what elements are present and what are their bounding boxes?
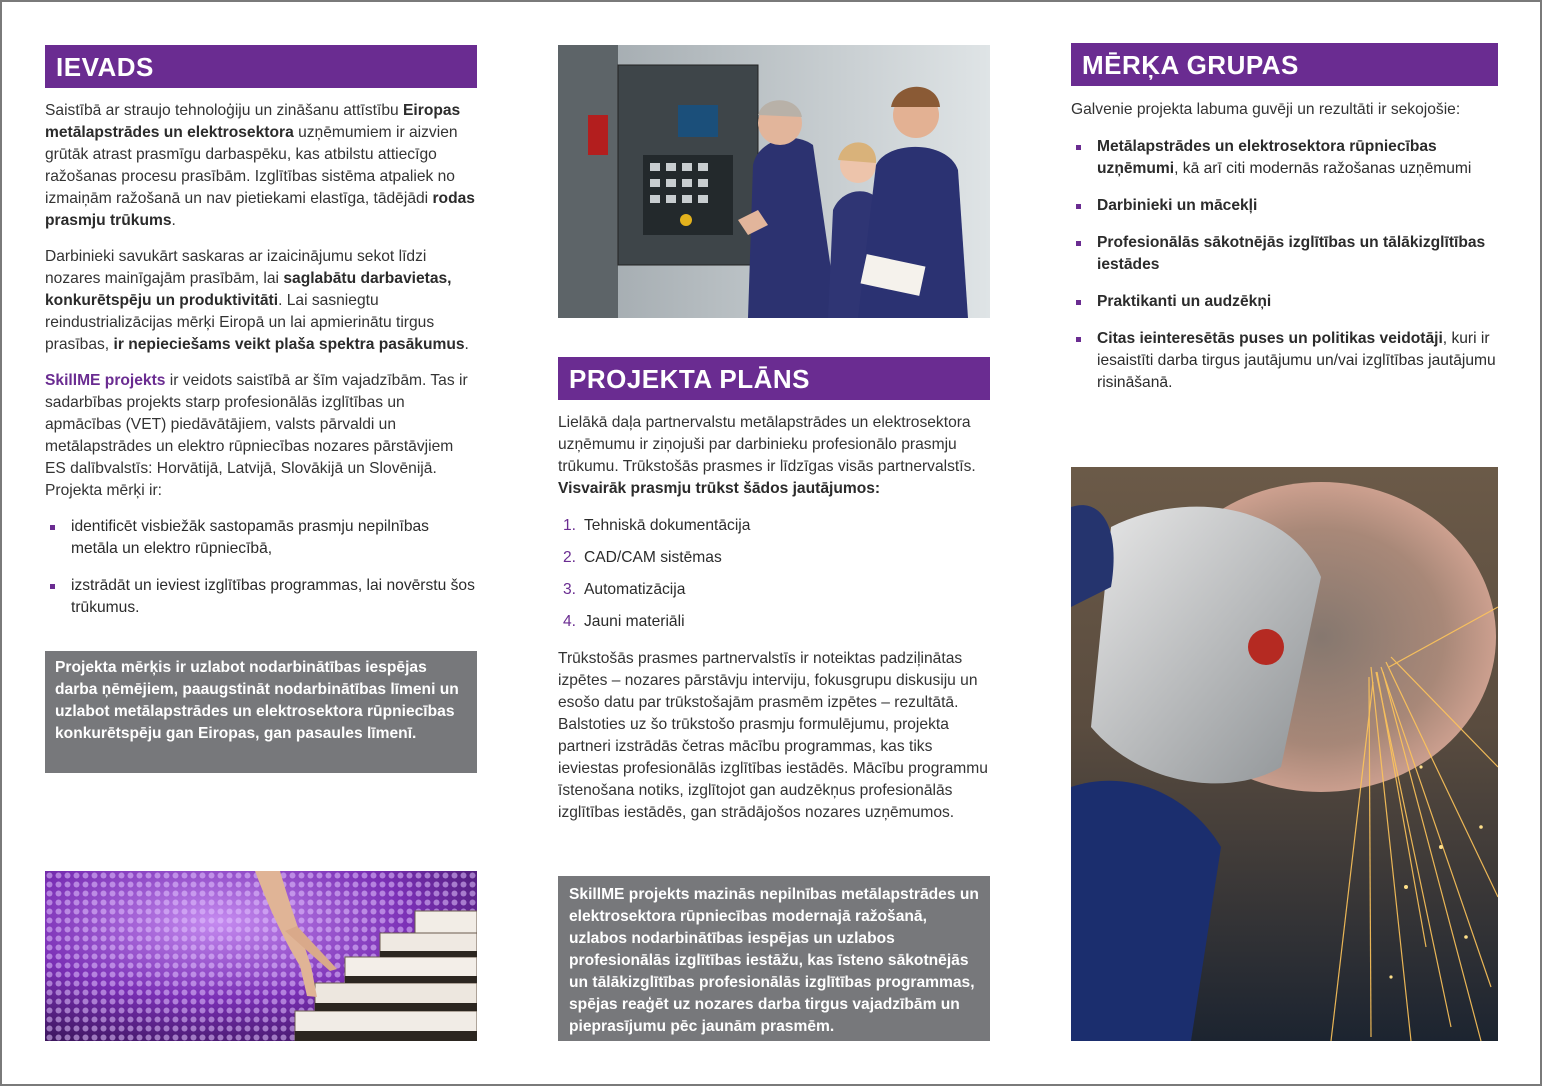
heading-ievads: IEVADS (45, 45, 477, 88)
list-number: 4. (563, 613, 577, 630)
list-item-text: CAD/CAM sistēmas (584, 549, 722, 566)
skills-gap-list (558, 515, 990, 643)
list-item (1071, 291, 1498, 313)
text: . (171, 212, 176, 229)
list-number: 3. (563, 581, 577, 598)
target-groups-list (1071, 136, 1498, 394)
list-item-text: Tehniskā dokumentācija (584, 517, 751, 534)
heading-merka-grupas: MĒRĶA GRUPAS (1071, 43, 1498, 86)
target-intro: Galvenie projekta labuma guvēji un rezultāti ir sekojošie: (1071, 101, 1461, 118)
text-bold: ir nepieciešams veikt plaša spektra pasākumus (113, 336, 465, 353)
list-item-text: , kā arī citi modernās ražošanas uzņēmumi (1174, 160, 1472, 177)
list-item (1071, 232, 1498, 276)
list-item-text: Automatizācija (584, 581, 686, 598)
bullet-square-icon (1076, 300, 1081, 305)
bullet-square-icon (1076, 241, 1081, 246)
list-number: 1. (563, 517, 577, 534)
intro-paragraph-1 (45, 100, 477, 232)
photo-cnc-training (558, 45, 990, 318)
list-item-bold: Citas ieinteresētās puses un politikas veidotāji (1097, 330, 1443, 347)
list-item-bold: Darbinieki un mācekļi (1097, 197, 1258, 214)
list-item (558, 547, 990, 579)
list-item (558, 611, 990, 643)
list-item-text: Jauni materiāli (584, 613, 685, 630)
cnc-training-image (558, 45, 990, 318)
list-item-text: , kuri ir iesaistīti darba tirgus jautājumu un/vai izglītības jautājumu risināšanā. (1097, 330, 1496, 391)
text: . Lai sasniegtu reindustrializācijas mērķi Eiropā un lai apmierinātu tirgus prasības, (45, 292, 435, 353)
photo-angle-grinder (1071, 467, 1498, 1041)
plan-paragraph-1 (558, 412, 990, 500)
highlight-box-goal: Projekta mērķis ir uzlabot nodarbinātības iespējas darba ņēmējiem, paaugstināt nodarbinātības līmeni un uzlabot metālapstrādes un elektrosektora rūpniecības konkurētspēju gan Eiropas, gan pasaules līmenī. (45, 651, 477, 773)
text: . (464, 336, 469, 353)
list-item (1071, 328, 1498, 394)
bullet-square-icon (50, 584, 55, 589)
list-number: 2. (563, 549, 577, 566)
list-item-bold: Metālapstrādes un elektrosektora rūpniecības uzņēmumi (1097, 138, 1437, 177)
text: Lielākā daļa partnervalstu metālapstrādes un elektrosektora uzņēmumu ir ziņojuši par darbinieku profesionālo prasmju trūkumu. Trūkstošās prasmes ir līdzīgas visās partnervalstīs. (558, 414, 976, 475)
intro-paragraph-2 (45, 246, 477, 356)
list-item (558, 515, 990, 547)
list-item (45, 516, 477, 560)
list-item-bold: Praktikanti un audzēkņi (1097, 293, 1272, 310)
angle-grinder-image (1071, 467, 1498, 1041)
text-bold: Eiropas metālapstrādes un elektrosektora (45, 102, 461, 141)
goals-list (45, 516, 477, 619)
list-item-bold: Profesionālās sākotnējās izglītības un tālākizglītības iestādes (1097, 234, 1486, 273)
photo-stairs-books (45, 871, 477, 1041)
plan-paragraph-2: Trūkstošās prasmes partnervalstīs ir noteiktas padziļinātas izpētes – nozares pārstāvju interviju, fokusgrupu diskusiju un esošo datu par trūkstošajām prasmēm izpētes – rezultātā. Balstoties uz šo trūkstošo prasmju formulējumu, projekta partneri izstrādās četras mācību programmas, kas tiks ieviestas profesionālās izglītības iestādēs. Mācību programmu īstenošana notiks, izglītojot gan audzēkņus profesionālās izglītības iestādēs, gan strādājošos nozares uzņēmumos. (558, 650, 988, 821)
bullet-square-icon (1076, 204, 1081, 209)
bullet-square-icon (1076, 145, 1081, 150)
list-item (1071, 195, 1498, 217)
heading-projekta-plans: PROJEKTA PLĀNS (558, 357, 990, 400)
list-item (1071, 136, 1498, 180)
highlight-box-skillme: SkillME projekts mazinās nepilnības metālapstrādes un elektrosektora rūpniecības modernajā ražošanā, uzlabos nodarbinātības iespējas un uzlabos profesionālās izglītības iestāžu, kas īsteno sākotnējās un tālākizglītības profesionālās izglītības programmas, spējas reaģēt uz nozares darba tirgus vajadzībām un pieprasījumu pēc jaunām prasmēm. (558, 876, 990, 1041)
list-item (558, 579, 990, 611)
text-bold: rodas prasmju trūkums (45, 190, 475, 229)
bullet-square-icon (50, 525, 55, 530)
text: uzņēmumiem ir aizvien grūtāk atrast prasmīgu darbaspēku, kas atbilstu attiecīgo ražošanas procesu prasībām. Izglītības sistēma atpaliek no izmaiņām ražošanā un nav pietiekami elastīga, tādējādi (45, 124, 458, 207)
text: Saistībā ar straujo tehnoloģiju un zināšanu attīstību (45, 102, 404, 119)
intro-paragraph-3 (45, 370, 477, 502)
list-item-text: izstrādāt un ieviest izglītības programmas, lai novērstu šos trūkumus. (71, 577, 475, 616)
bullet-square-icon (1076, 337, 1081, 342)
text: ir veidots saistībā ar šīm vajadzībām. Tas ir sadarbības projekts starp profesionālās izglītības un apmācības (VET) piedāvātājiem, valsts pārvaldi un metālapstrādes un elektro rūpniecības nozares pārstāvjiem ES dalībvalstīs: Horvātijā, Latvijā, Slovākijā un Slovēnijā. Projekta mērķi ir: (45, 372, 468, 499)
list-item-text: identificēt visbiežāk sastopamās prasmju nepilnības metāla un elektro rūpniecībā, (71, 518, 429, 557)
skillme-link-text: SkillME projekts (45, 372, 166, 389)
text: Darbinieki savukārt saskaras ar izaicinājumu sekot līdzi nozares mainīgajām prasībām, lai (45, 248, 427, 287)
text-bold: Visvairāk prasmju trūkst šādos jautājumos: (558, 480, 881, 497)
text-bold: saglabātu darbavietas, konkurētspēju un produktivitāti (45, 270, 452, 309)
stairs-books-image (45, 871, 477, 1041)
list-item (45, 575, 477, 619)
